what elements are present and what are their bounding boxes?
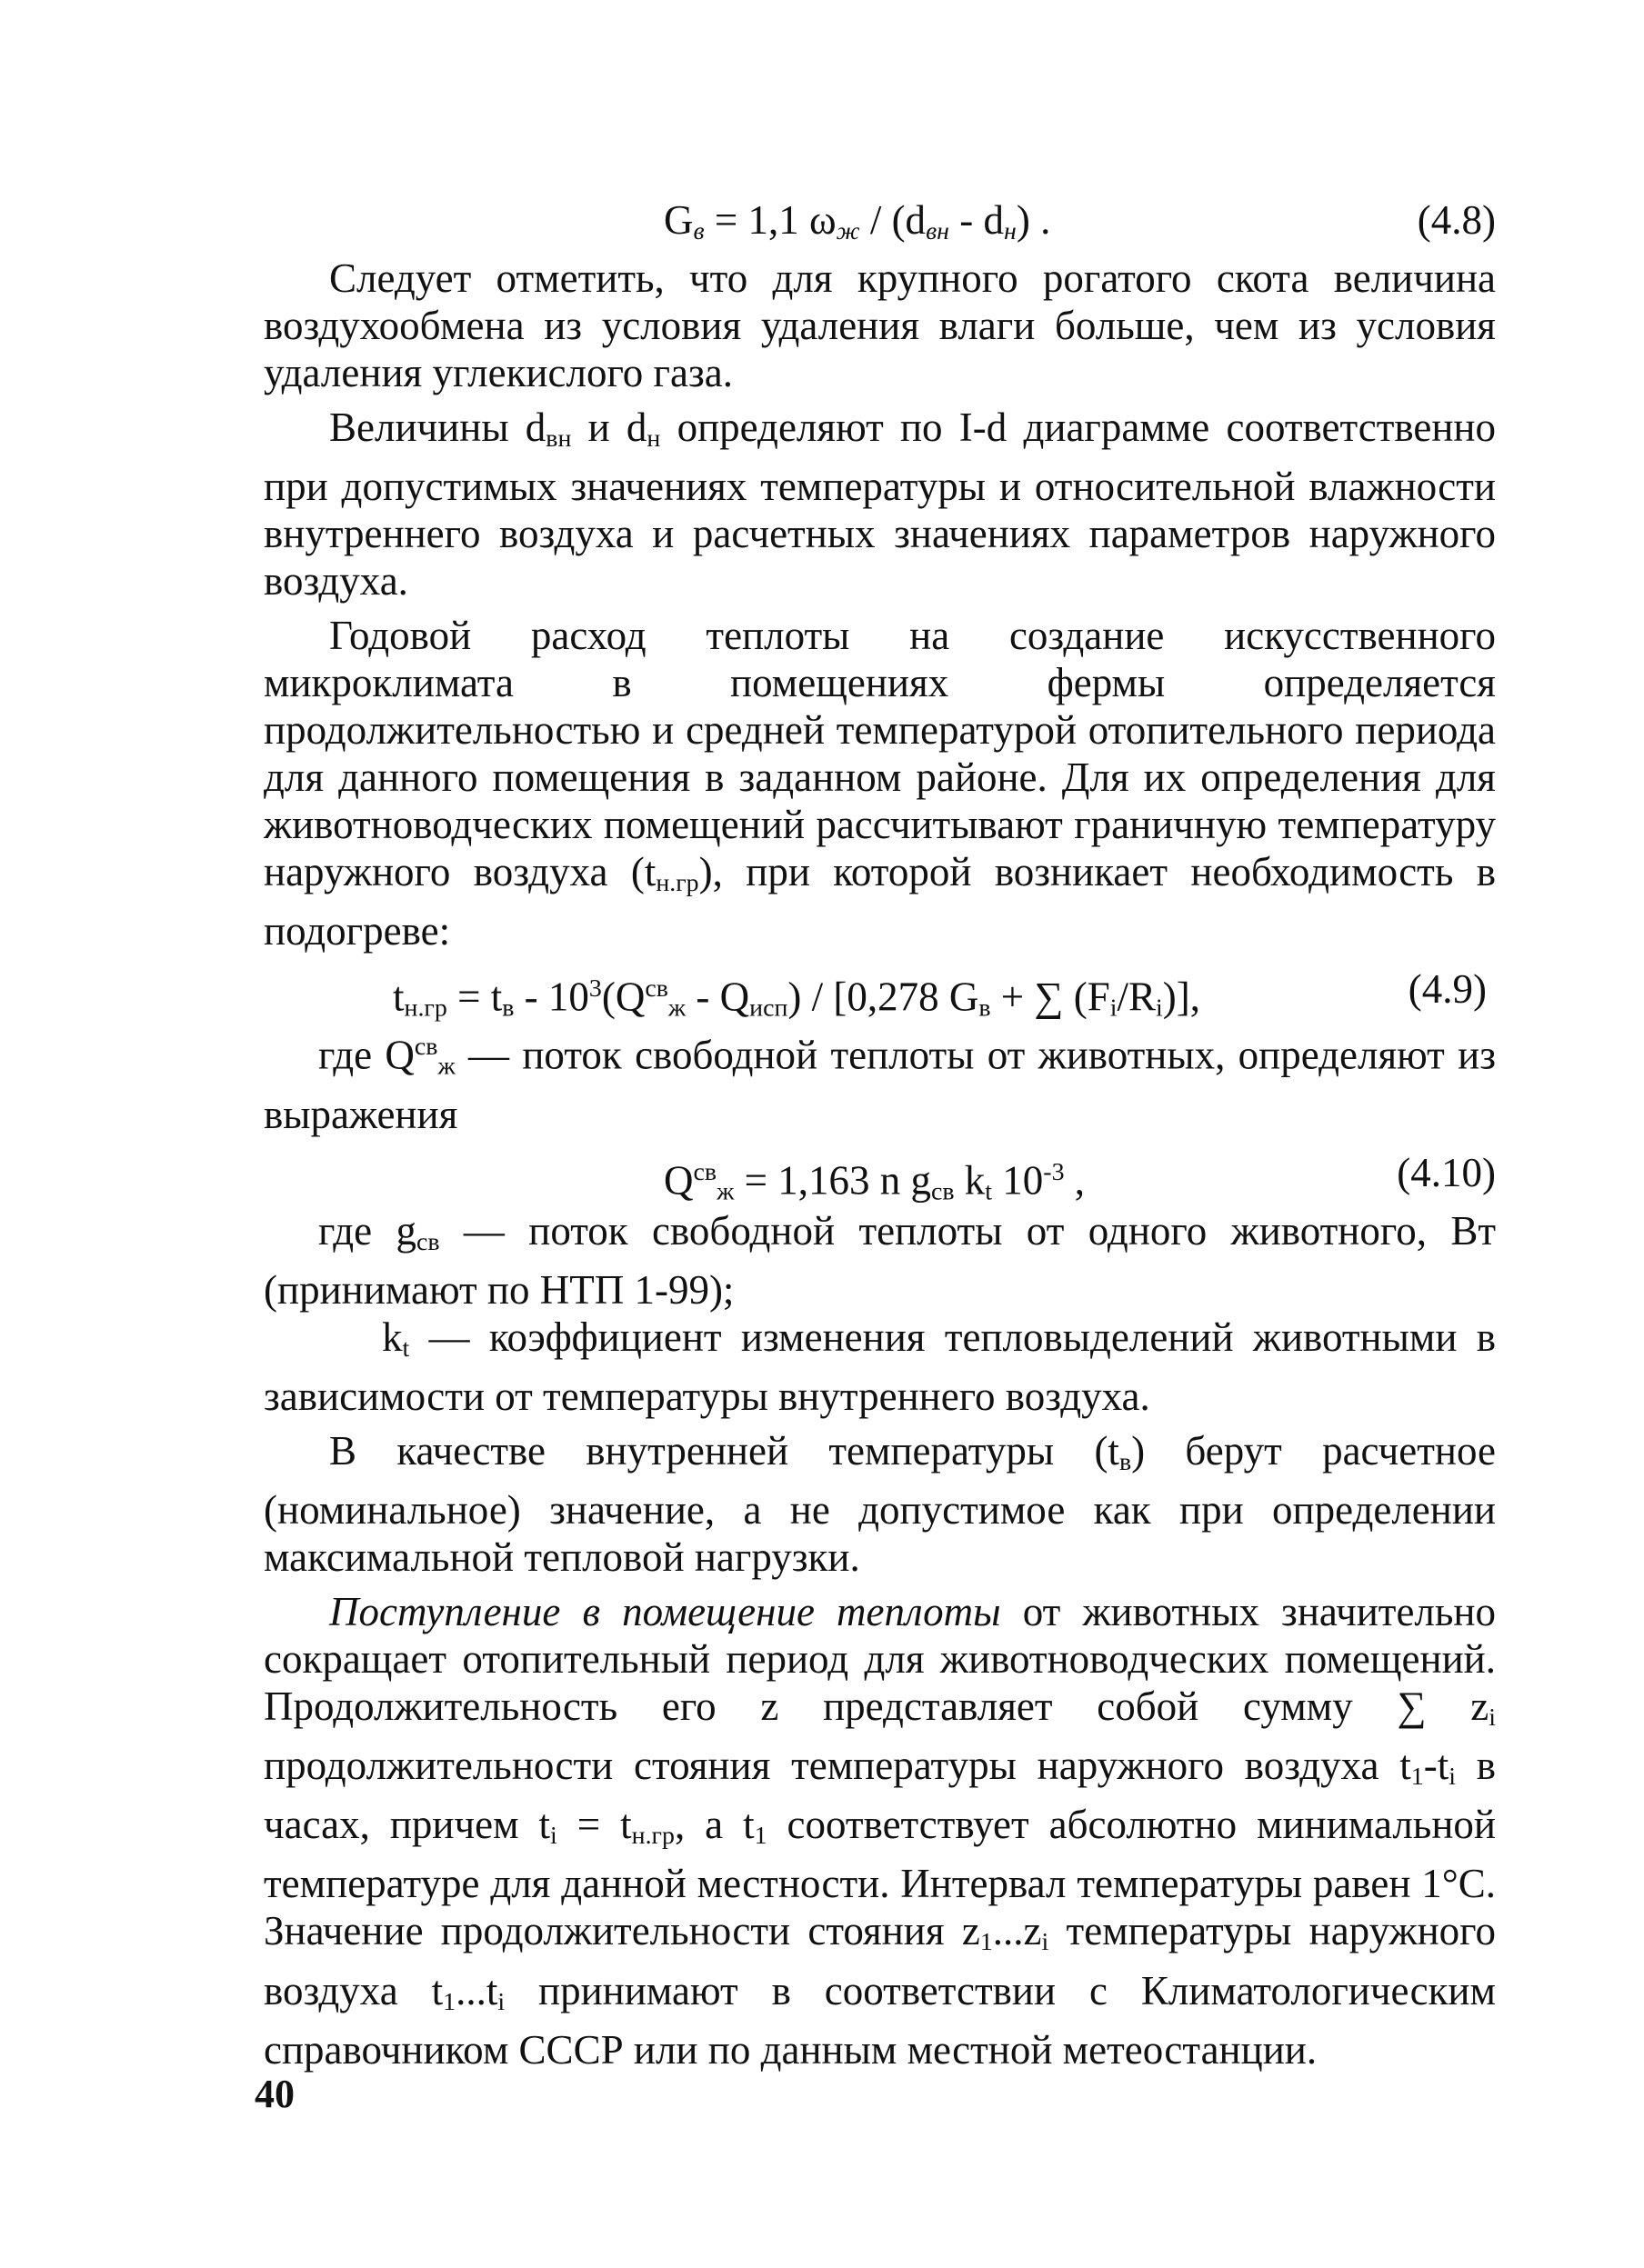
formula-4-10-number: (4.10): [1397, 1149, 1496, 1195]
formula-4-8-number: (4.8): [1417, 197, 1496, 243]
paragraph-5: где $g_{св}$ — поток свободной теплоты от одного животного, Вт (принимают по НТП 1-99);: [264, 1207, 1496, 1313]
paragraph-8: Поступление в помещение теплоты от животных значительно сокращает отопительный период для животноводческих помещений. Продолжительность его z представляет собой сумму ∑ $z_i$ продолжительности стояния температуры наружного воздуха $t_1-t_i$ в часах, причем $t_i = t_{н.гр}$, а $t_1$ соответствует абсолютно минимальной температуре для данной местности. Интервал температуры равен 1°С. Значение продолжительности стояния $z_1...z_i$ температуры наружного воздуха $t_1...t_i$ принимают в соответствии с Климатологическим справочником СССР или по данным местной метеостанции.: [264, 1589, 1496, 2073]
formula-4-9-number: (4.9): [1408, 966, 1487, 1013]
paragraph-6: $k_t$ — коэффициент изменения тепловыделений животными в зависимости от температуры внутреннего воздуха.: [264, 1314, 1496, 1419]
paragraph-7: В качестве внутренней температуры $(t_в)$ берут расчетное (номинальное) значение, а не допустимое как при определении максимальной тепловой нагрузки.: [264, 1427, 1496, 1581]
paragraph-2: Величины $d_{вн}$ и $d_н$ определяют по I-d диаграмме соответственно при допустимых значениях температуры и относительной влажности внутреннего воздуха и расчетных значениях параметров наружного воздуха.: [264, 405, 1496, 604]
paragraph-1: Следует отметить, что для крупного рогатого скота величина воздухообмена из условия удаления влаги больше, чем из условия удаления углекислого газа.: [264, 255, 1496, 395]
formula-4-8: [264, 193, 1496, 247]
paragraph-3: Годовой расход теплоты на создание искусственного микроклимата в помещениях фермы определяется продолжительностью и средней температурой отопительного периода для данного помещения в заданном районе. Для их определения для животноводческих помещений рассчитывают граничную температуру наружного воздуха $(t_{н.гр})$, при которой возникает необходимость в подогреве:: [264, 613, 1496, 954]
page-number: 40: [255, 2072, 295, 2116]
formula-4-10: [264, 1145, 1496, 1206]
paragraph-4: где $Q^{св}_ж$ — поток свободной теплоты от животных, определяют из выражения: [264, 1032, 1496, 1137]
formula-4-8-expression: $G_в = 1,1$ $\omega_ж / (d_{вн} - d_н)$ .: [664, 197, 1051, 246]
formula-4-10-expression: $Q^{св}_ж = 1,163$ n $g_{св}$ $k_t$ $10^{-3}$ ,: [664, 1157, 1086, 1206]
body-text: [264, 193, 1496, 2073]
formula-4-9-expression: $t_{н.гр} = t_в - 10^3(Q^{св}_ж - Q_{исп}) / [0,278$ $G_в$ + ∑ $(F_i/R_i)$],: [393, 974, 1201, 1023]
formula-4-9: [264, 962, 1496, 1023]
